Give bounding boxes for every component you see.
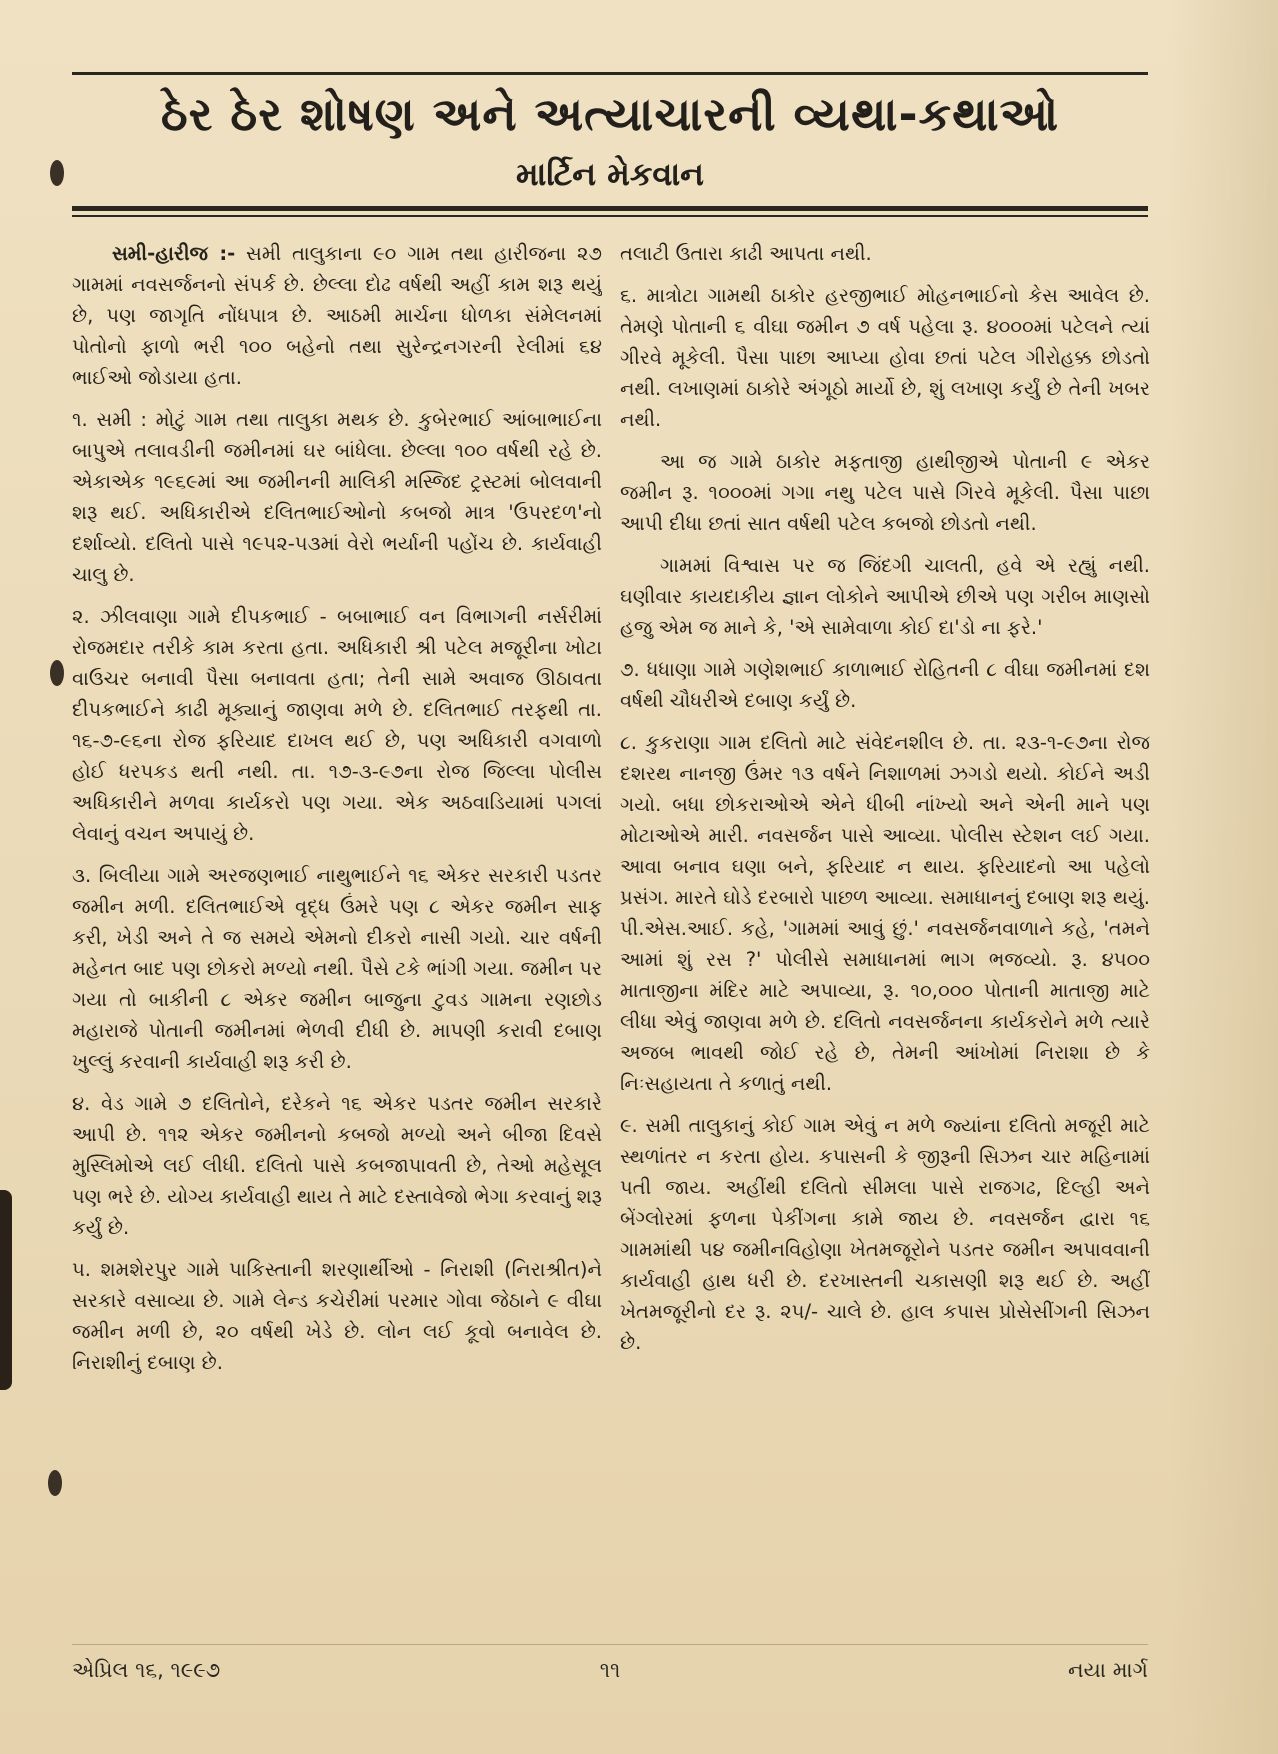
paragraph-item-4: ૪. વેડ ગામે ૭ દલિતોને, દરેકને ૧૬ એકર પડતર જમીન સરકારે આપી છે. ૧૧૨ એકર જમીનનો કબજો મળ્યો અને બીજા દિવસે મુસ્લિમોએ લઈ લીધી. દલિતો પાસે કબજાપાવતી છે, તેઓ મહેસૂલ પણ ભરે છે. યોગ્ય કાર્યવાહી થાય તે માટે દસ્તાવેજો ભેગા કરવાનું શરૂ કર્યું છે. — [72, 1092, 602, 1239]
paper-edge-shadow — [1168, 0, 1278, 1754]
paragraph-item-6b: આ જ ગામે ઠાકોર મફતાજી હાથીજીએ પોતાની ૯ એકર જમીન રૂ. ૧૦૦૦માં ગગા નથુ પટેલ પાસે ગિરવે મૂકેલી. પૈસા પાછા આપી દીધા છતાં સાત વર્ષથી પટેલ કબજો છોડતો નથી. — [620, 450, 1150, 535]
paragraph-item-8: ૮. કુકરાણા ગામ દલિતો માટે સંવેદનશીલ છે. તા. ૨૩-૧-૯૭ના રોજ દશરથ નાનજી ઉંમર ૧૩ વર્ષને નિશાળમાં ઝગડો થયો. કોઈને અડી ગયો. બધા છોકરાઓએ એને ધીબી નાંખ્યો અને એની માને પણ મોટાઓએ મારી. નવસર્જન પાસે આવ્યા. પોલીસ સ્ટેશન લઈ ગયા. આવા બનાવ ઘણા બને, ફરિયાદ ન થાય. ફરિયાદનો આ પહેલો પ્રસંગ. મારતે ઘોડે દરબારો પાછળ આવ્યા. સમાધાનનું દબાણ શરૂ થયું. પી.એસ.આઈ. કહે, 'ગામમાં આવું છું.' નવસર્જનવાળાને કહે, 'તમને આમાં શું રસ ?' પોલીસે સમાધાનમાં ભાગ ભજવ્યો. રૂ. ૪૫૦૦ માતાજીના મંદિર માટે અપાવ્યા, રૂ. ૧૦,૦૦૦ પોતાની માતાજી માટે લીધા એવું જાણવા મળે છે. દલિતો નવસર્જનના કાર્યકરોને મળે ત્યારે અજબ ભાવથી જોઈ રહે છે, તેમની આંખોમાં નિરાશા છે કે નિઃસહાયતા તે કળાતું નથી. — [620, 731, 1150, 1095]
article-author: માર્ટિન મેકવાન — [515, 155, 705, 193]
paragraph-lead: સમી-હારીજ :- — [112, 242, 236, 265]
paragraph-item-7: ૭. ધધાણા ગામે ગણેશભાઈ કાળાભાઈ રોહિતની ૮ વીઘા જમીનમાં દશ વર્ષથી ચૌધરીએ દબાણ કર્યું છે. — [620, 658, 1150, 712]
paragraph-item-2: ૨. ઝીલવાણા ગામે દીપકભાઈ - બબાભાઈ વન વિભાગની નર્સરીમાં રોજમદાર તરીકે કામ કરતા હતા. અધિકારી શ્રી પટેલ મજૂરીના ખોટા વાઉચર બનાવી પૈસા બનાવતા હતા; તેની સામે અવાજ ઊઠાવતા દીપકભાઈને કાઢી મૂક્યાનું જાણવા મળે છે. દલિતભાઈ તરફથી તા. ૧૬-૭-૯૬ના રોજ ફરિયાદ દાખલ થઈ છે, પણ અધિકારી વગવાળો હોઈ ધરપકડ થતી નથી. તા. ૧૭-૩-૯૭ના રોજ જિલ્લા પોલીસ અધિકારીને મળવા કાર્યકરો પણ ગયા. એક અઠવાડિયામાં પગલાં લેવાનું વચન અપાયું છે. — [72, 605, 602, 845]
torn-edge — [0, 1190, 12, 1390]
paragraph-item-3: ૩. બિલીયા ગામે અરજણભાઈ નાથુભાઈને ૧૬ એકર સરકારી પડતર જમીન મળી. દલિતભાઈએ વૃદ્ધ ઉંમરે પણ ૮ એકર જમીન સાફ કરી, ખેડી અને તે જ સમયે એમનો દીકરો નાસી ગયો. ચાર વર્ષની મહેનત બાદ પણ છોકરો મળ્યો નથી. પૈસે ટકે ભાંગી ગયા. જમીન પર ગયા તો બાકીની ૮ એકર જમીન બાજુના ટુવડ ગામના રણછોડ મહારાજે પોતાની જમીનમાં ભેળવી દીધી છે. માપણી કરાવી દબાણ ખુલ્લું કરવાની કાર્યવાહી શરૂ કરી છે. — [72, 864, 602, 1073]
paragraph-continuation: તલાટી ઉતારા કાઢી આપતા નથી. — [620, 242, 872, 265]
punch-hole — [50, 660, 64, 686]
header-rule-thin — [72, 215, 1148, 217]
header-rule-thick — [72, 206, 1148, 211]
paragraph-item-9: ૯. સમી તાલુકાનું કોઈ ગામ એવું ન મળે જ્યાંના દલિતો મજૂરી માટે સ્થળાંતર ન કરતા હોય. કપાસની કે જીરૂની સિઝન ચાર મહિનામાં પતી જાય. અહીંથી દલિતો સીમલા પાસે રાજગઢ, દિલ્હી અને બેંગ્લોરમાં ફળના પેકીંગના કામે જાય છે. નવસર્જન દ્વારા ૧૬ ગામમાંથી ૫૪ જમીનવિહોણા ખેતમજૂરોને પડતર જમીન અપાવવાની કાર્યવાહી હાથ ધરી છે. દરખાસ્તની ચકાસણી શરૂ થઈ છે. અહીં ખેતમજૂરીનો દર રૂ. ૨૫/- ચાલે છે. હાલ કપાસ પ્રોસેસીંગની સિઝન છે. — [620, 1114, 1150, 1354]
paragraph-item-1: ૧. સમી : મોટું ગામ તથા તાલુકા મથક છે. કુબેરભાઈ આંબાભાઈના બાપુએ તલાવડીની જમીનમાં ઘર બાંધેલા. છેલ્લા ૧૦૦ વર્ષથી રહે છે. એકાએક ૧૯૬૯માં આ જમીનની માલિકી મસ્જિદ ટ્રસ્ટમાં બોલવાની શરૂ થઈ. અધિકારીએ દલિતભાઈઓનો કબજો માત્ર 'ઉપરદળ'નો દર્શાવ્યો. દલિતો પાસે ૧૯૫૨-૫૩માં વેરો ભર્યાની પહોંચ છે. કાર્યવાહી ચાલુ છે. — [72, 408, 602, 586]
paragraph-text: સમી તાલુકાના ૯૦ ગામ તથા હારીજના ૨૭ ગામમાં નવસર્જનનો સંપર્ક છે. છેલ્લા દોઢ વર્ષથી અહીં કામ શરૂ થયું છે, પણ જાગૃતિ નોંધપાત્ર છે. આઠમી માર્ચના ધોળકા સંમેલનમાં પોતોનો ફાળો ભરી ૧૦૦ બહેનો તથા સુરેન્દ્રનગરની રેલીમાં ૬૪ ભાઈઓ જોડાયા હતા. — [72, 242, 602, 389]
issue-date: એપ્રિલ ૧૬, ૧૯૯૭ — [72, 1658, 221, 1682]
paragraph-item-6c: ગામમાં વિશ્વાસ પર જ જિંદગી ચાલતી, હવે એ રહ્યું નથી. ઘણીવાર કાયદાકીય જ્ઞાન લોકોને આપીએ છીએ પણ ગરીબ માણસો હજુ એમ જ માને કે, 'એ સામેવાળા કોઈ દા'ડો ના ફરે.' — [620, 554, 1150, 639]
page-number: ૧૧ — [599, 1658, 621, 1682]
punch-hole — [48, 1470, 62, 1496]
footer-rule — [72, 1644, 1148, 1645]
left-column — [72, 238, 602, 1618]
page-footer — [72, 1658, 1148, 1692]
right-column — [620, 238, 1150, 1618]
paragraph-item-5: ૫. શમશેરપુર ગામે પાકિસ્તાની શરણાર્થીઓ - નિરાશી (નિરાશ્રીત)ને સરકારે વસાવ્યા છે. ગામે લેન્ડ કચેરીમાં પરમાર ગોવા જેઠાને ૯ વીઘા જમીન મળી છે, ૨૦ વર્ષથી ખેડે છે. લોન લઈ કૂવો બનાવેલ છે. નિરાશીનું દબાણ છે. — [72, 1258, 602, 1374]
punch-hole — [50, 160, 64, 186]
top-rule — [72, 72, 1148, 75]
paragraph-item-6: ૬. માત્રોટા ગામથી ઠાકોર હરજીભાઈ મોહનભાઈનો કેસ આવેલ છે. તેમણે પોતાની ૬ વીઘા જમીન ૭ વર્ષ પહેલા રૂ. ૪૦૦૦માં પટેલને ત્યાં ગીરવે મૂકેલી. પૈસા પાછા આપ્યા હોવા છતાં પટેલ ગીરોહક્ક છોડતો નથી. લખાણમાં ઠાકોરે અંગૂઠો માર્યો છે, શું લખાણ કર્યું છે તેની ખબર નથી. — [620, 284, 1150, 431]
paragraph-intro — [72, 238, 602, 393]
article-title: ઠેર ઠેર શોષણ અને અત્યાચારની વ્યથા-કથાઓ — [160, 87, 1060, 141]
magazine-name: નયા માર્ગ — [1068, 1658, 1148, 1682]
